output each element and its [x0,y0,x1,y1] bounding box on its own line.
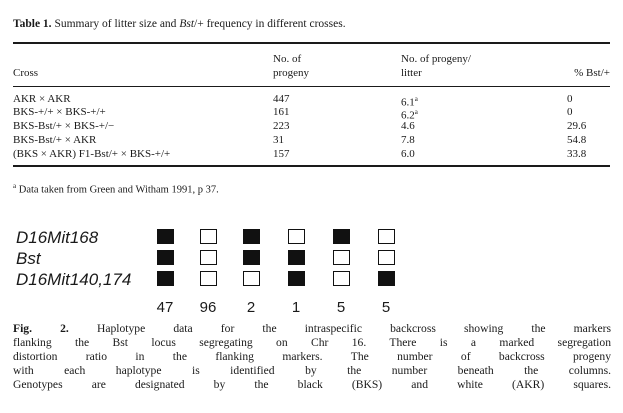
figure-caption-line: distortion ratio in the flanking markers. The number of backcross progeny [13,350,611,363]
footnote-marker: a [414,108,418,116]
haplotype-square-white [378,229,395,244]
progeny-count: 5 [336,299,346,316]
figure-caption [13,322,611,392]
table-row-progeny: 31 [273,134,284,146]
progeny-count: 96 [199,299,217,316]
footnote-sup: a [13,182,17,190]
haplotype-square-white [243,271,260,286]
table-row-pct: 29.6 [567,120,587,132]
table-row-cross: (BKS × AKR) F1-Bst/+ × BKS-+/+ [13,148,171,160]
marker-label: D16Mit168 [16,228,99,247]
figure-label: Fig. 2. [13,322,69,335]
header-progeny-line2: progeny [273,67,310,79]
haplotype-square-white [200,271,217,286]
header-per-litter-line2: litter [401,67,422,79]
table-row-pct: 33.8 [567,148,587,160]
table-row-progeny: 447 [273,93,290,105]
header-per-litter-line1: No. of progeny/ [401,53,471,65]
haplotype-square-black [157,229,174,244]
progeny-count: 47 [156,299,174,316]
figure-caption-line: Genotypes are designated by the black (BKS) and white (AKR) squares. [13,378,611,391]
table-header-rule [13,86,610,87]
table-row-litter: 7.8 [401,134,415,146]
table-label: Table 1. [13,18,52,30]
header-bst-pct: % Bst/+ [574,67,610,79]
haplotype-square-black [288,250,305,265]
haplotype-square-black [243,250,260,265]
haplotype-square-black [378,271,395,286]
figure-caption-line: with each haplotype is identified by the number beneath the columns. [13,364,611,377]
haplotype-square-black [243,229,260,244]
table-caption-italic: Bst [179,18,195,30]
table-row-progeny: 223 [273,120,290,132]
table-row-litter: 6.1$^a$ [401,95,418,109]
haplotype-square-white [333,250,350,265]
marker-label: Bst [16,249,41,268]
haplotype-square-black [157,271,174,286]
table-row-litter: 6.0 [401,148,415,160]
table-row-progeny: 157 [273,148,290,160]
table-row-pct: 0 [567,93,573,105]
table-row-pct: 54.8 [567,134,587,146]
table-footnote [13,182,219,196]
haplotype-square-white [288,229,305,244]
progeny-count: 5 [381,299,391,316]
table-caption-post: /+ frequency in different crosses. [194,18,346,30]
figure-caption-line: flanking the Bst locus segregating on Chr 16. There is a marked segregation [13,336,611,349]
table-caption-pre: Summary of litter size and [54,18,180,30]
table-top-rule [13,42,610,44]
footnote-marker: a [414,95,418,103]
marker-label: D16Mit140,174 [16,270,132,289]
progeny-count: 1 [291,299,301,316]
table-caption [13,18,346,30]
haplotype-square-white [200,250,217,265]
haplotype-square-black [288,271,305,286]
table-row-progeny: 161 [273,106,290,118]
progeny-count: 2 [246,299,256,316]
haplotype-square-black [333,229,350,244]
haplotype-square-white [378,250,395,265]
table-row-cross: BKS-Bst/+ × BKS-+/− [13,120,115,132]
haplotype-square-white [200,229,217,244]
table-bottom-rule [13,165,610,167]
header-progeny-line1: No. of [273,53,302,65]
table-row-pct: 0 [567,106,573,118]
table-row-cross: BKS-+/+ × BKS-+/+ [13,106,106,118]
haplotype-square-black [157,250,174,265]
header-cross: Cross [13,67,39,79]
table-row-cross: BKS-Bst/+ × AKR [13,134,97,146]
table-row-litter: 4.6 [401,120,415,132]
haplotype-square-white [333,271,350,286]
footnote-text: Data taken from Green and Witham 1991, p 37. [18,184,219,196]
table-row-cross: AKR × AKR [13,93,71,105]
table-row-litter: 6.2$^a$ [401,108,418,122]
figure-caption-line: Fig. 2. Haplotype data for the intraspecific backcross showing the markers [13,322,612,335]
